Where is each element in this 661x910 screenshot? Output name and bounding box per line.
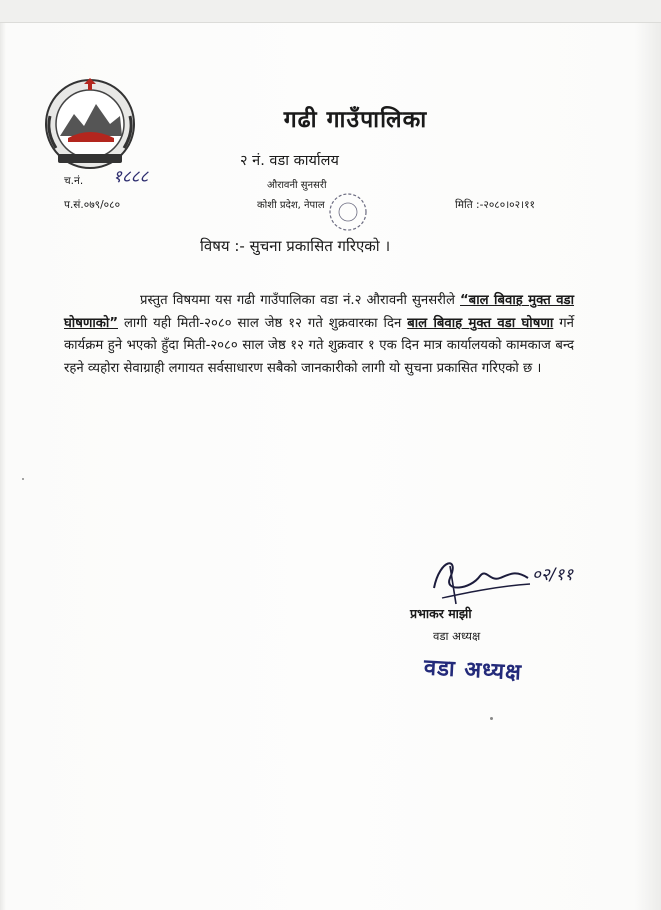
letter-subject: विषय :- सुचना प्रकासित गरिएको । bbox=[200, 237, 391, 255]
scan-speck bbox=[490, 717, 493, 720]
ward-chair-stamp: वडा अध्यक्ष bbox=[423, 655, 523, 686]
signer-role: वडा अध्यक्ष bbox=[433, 629, 481, 643]
office-stamp-icon bbox=[326, 190, 370, 234]
letter-body bbox=[64, 290, 574, 380]
reference-number: १८८८ bbox=[113, 167, 149, 187]
office-location: औरावनी सुनसरी bbox=[267, 180, 327, 191]
handwritten-date: ०२/११ bbox=[532, 565, 574, 585]
body-part-2: लागी यही मिती-२०८० साल जेष्ठ १२ गते शुक्रवारका दिन bbox=[118, 315, 408, 331]
fiscal-year: प.सं.०७९/०८० bbox=[64, 199, 121, 211]
office-province: कोशी प्रदेश, नेपाल bbox=[257, 200, 325, 211]
scan-speck bbox=[22, 478, 24, 480]
letter-date: मिति :-२०८०।०२।११ bbox=[455, 199, 536, 211]
body-bold-1: “बाल बिवाह मुक्त वडा घोषणाको” bbox=[64, 293, 575, 331]
office-title: गढी गाउँपालिका bbox=[283, 107, 428, 133]
ward-office-name: २ नं. वडा कार्यालय bbox=[240, 153, 339, 169]
body-part-1: प्रस्तुत विषयमा यस गढी गाउँपालिका वडा नं.२ औरावनी सुनसरीले bbox=[140, 293, 460, 308]
reference-label: च.नं. bbox=[64, 175, 84, 187]
signer-name: प्रभाकर माझी bbox=[410, 606, 472, 621]
body-part-3: गर्ने कार्यक्रम हुने भएको हुँदा मिती-२०८० साल जेष्ठ १२ गते शुक्रवार १ एक दिन मात्र कार्यालयको कामकाज बन्द रहने व्यहोरा सेवाग्राही लगायत सर्वसाधारण सबैको जानकारीको लागी यो सुचना प्रकासित गरिएको छ । bbox=[64, 315, 574, 376]
scan-top-edge bbox=[0, 0, 661, 23]
body-bold-2: बाल बिवाह मुक्त वडा घोषणा bbox=[407, 315, 554, 331]
